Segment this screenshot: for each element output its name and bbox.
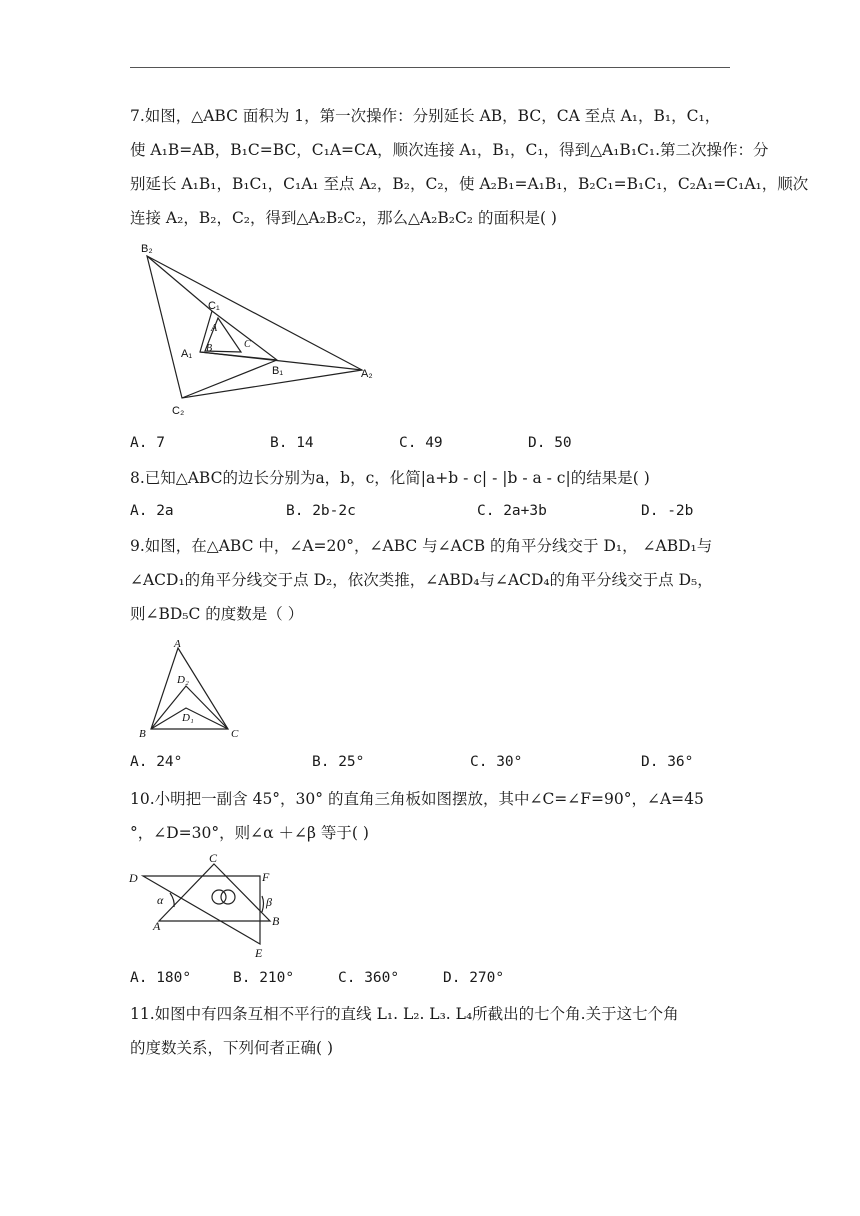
q10-label-beta: β <box>266 895 272 909</box>
q10-option-d: D. 270° <box>443 970 505 986</box>
q9-option-c: C. 30° <box>470 754 523 770</box>
q10-label-f: F <box>262 870 270 884</box>
q7-option-c: C. 49 <box>399 435 443 451</box>
q7-text-line-2: 使 A₁B=AB，B₁C=BC，C₁A=CA，顺次连接 A₁，B₁，C₁，得到△A₁B₁C₁.第二次操作：分 <box>130 141 769 159</box>
q7-label-c1: C₁ <box>208 300 220 312</box>
q9-option-a: A. 24° <box>130 754 183 770</box>
q9-text-line-1: 9.如图，在△ABC 中，∠A=20°，∠ABC 与∠ACB 的角平分线交于 D₁， ∠ABD₁与 <box>130 537 713 555</box>
q9-label-d1: D₁ <box>182 712 194 724</box>
q8-option-a: A. 2a <box>130 503 174 519</box>
q8-option-c: C. 2a+3b <box>477 503 547 519</box>
q8-option-b: B. 2b-2c <box>286 503 356 519</box>
q7-option-b: B. 14 <box>270 435 314 451</box>
q9-option-d: D. 36° <box>641 754 694 770</box>
q7-label-a1: A₁ <box>181 348 193 360</box>
q9-label-c: C <box>231 728 239 740</box>
q7-label-b1: B₁ <box>272 365 284 377</box>
q11-text-line-1: 11.如图中有四条互相不平行的直线 L₁. L₂. L₃. L₄所截出的七个角.关于这七个角 <box>130 1005 679 1023</box>
q9-text-line-3: 则∠BD₅C 的度数是（ ） <box>130 605 304 623</box>
q7-option-d: D. 50 <box>528 435 572 451</box>
q7-label-b: B <box>206 343 213 354</box>
q10-text-line-1: 10.小明把一副含 45°，30° 的直角三角板如图摆放，其中∠C=∠F=90°，∠A=45 <box>130 790 704 808</box>
q8-option-d: D. -2b <box>641 503 694 519</box>
q9-option-b: B. 25° <box>312 754 365 770</box>
q10-option-c: C. 360° <box>338 970 400 986</box>
q7-label-a: A <box>211 323 218 334</box>
q9-label-d2: D₂ <box>177 674 189 686</box>
q9-label-b: B <box>139 728 146 740</box>
q11-text-line-2: 的度数关系，下列何者正确( ) <box>130 1039 334 1057</box>
q9-label-a: A <box>174 638 181 650</box>
q10-label-a: A <box>153 919 161 933</box>
q10-label-alpha: α <box>157 893 164 907</box>
q7-label-b2: B₂ <box>141 243 153 255</box>
q10-label-c: C <box>209 851 218 865</box>
q10-option-a: A. 180° <box>130 970 192 986</box>
q10-label-e: E <box>255 946 263 960</box>
q10-label-b: B <box>272 914 280 928</box>
q10-label-d: D <box>129 871 138 885</box>
q10-option-b: B. 210° <box>233 970 295 986</box>
q7-label-c2: C₂ <box>172 405 185 417</box>
q7-label-c: C <box>244 339 251 350</box>
q7-label-a2: A₂ <box>361 368 373 380</box>
q7-text-line-3: 别延长 A₁B₁，B₁C₁，C₁A₁ 至点 A₂，B₂，C₂，使 A₂B₁=A₁B₁，B₂C₁=B₁C₁，C₂A₁=C₁A₁，顺次 <box>130 175 809 193</box>
q7-text-line-4: 连接 A₂，B₂，C₂，得到△A₂B₂C₂，那么△A₂B₂C₂ 的面积是( ) <box>130 209 557 227</box>
q8-text-line-1: 8.已知△ABC的边长分别为a，b，c，化简|a+b - c| - |b - a - c|的结果是( ) <box>130 469 650 487</box>
q7-text-line-1: 7.如图，△ABC 面积为 1，第一次操作：分别延长 AB，BC，CA 至点 A₁，B₁，C₁， <box>130 107 721 125</box>
q10-text-line-2: °，∠D=30°，则∠α ＋∠β 等于( ) <box>130 824 369 842</box>
q9-text-line-2: ∠ACD₁的角平分线交于点 D₂，依次类推，∠ABD₄与∠ACD₄的角平分线交于点 D₅， <box>130 571 713 589</box>
q7-option-a: A. 7 <box>130 435 165 451</box>
